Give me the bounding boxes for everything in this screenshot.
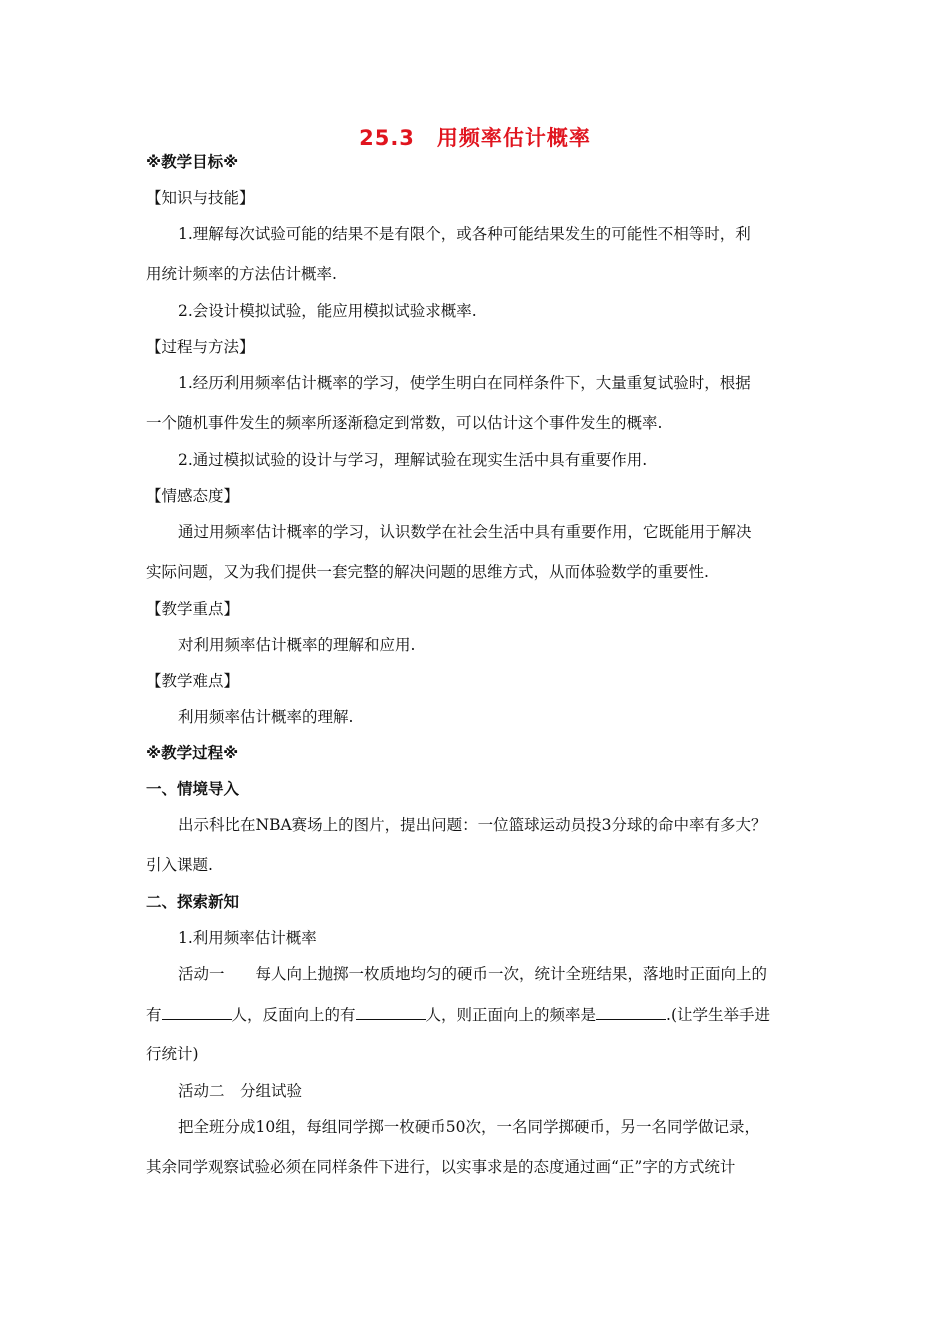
- knowledge-item-1-line-2: 用统计频率的方法估计概率.: [146, 265, 337, 283]
- teaching-process-heading: ※教学过程※: [146, 744, 239, 762]
- process-heading: 【过程与方法】: [146, 338, 255, 356]
- focus-text: 对利用频率估计概率的理解和应用.: [178, 636, 416, 654]
- knowledge-heading: 【知识与技能】: [146, 189, 255, 207]
- process-item-1-line-2: 一个随机事件发生的频率所逐渐稳定到常数，可以估计这个事件发生的概率.: [146, 414, 663, 432]
- document-title: 25.3 用频率估计概率: [359, 126, 591, 150]
- intro-line-2: 引入课题.: [146, 856, 213, 874]
- activity-1-text-d: .(让学生举手进: [666, 1006, 771, 1024]
- fill-blank: [596, 1004, 666, 1020]
- emotion-line-1: 通过用频率估计概率的学习，认识数学在社会生活中具有重要作用，它既能用于解决: [178, 523, 752, 541]
- process-item-2: 2.通过模拟试验的设计与学习，理解试验在现实生活中具有重要作用.: [178, 451, 648, 469]
- activity-1-text-a: 有: [146, 1006, 162, 1024]
- activity-1-line-1: 活动一 每人向上抛掷一枚质地均匀的硬币一次，统计全班结果，落地时正面向上的: [178, 965, 768, 983]
- explore-item-1: 1.利用频率估计概率: [178, 929, 317, 947]
- fill-blank: [162, 1004, 232, 1020]
- activity-1-line-2: [146, 1004, 770, 1025]
- focus-heading: 【教学重点】: [146, 600, 240, 618]
- intro-line-1: 出示科比在NBA赛场上的图片，提出问题：一位篮球运动员投3分球的命中率有多大？: [178, 816, 767, 834]
- activity-2-heading: 活动二 分组试验: [178, 1082, 303, 1100]
- activity-1-text-b: 人，反面向上的有: [231, 1006, 356, 1024]
- fill-blank: [356, 1004, 426, 1020]
- emotion-heading: 【情感态度】: [146, 487, 240, 505]
- emotion-line-2: 实际问题，又为我们提供一套完整的解决问题的思维方式，从而体验数学的重要性.: [146, 563, 709, 581]
- activity-2-line-2: 其余同学观察试验必须在同样条件下进行，以实事求是的态度通过画“正”字的方式统计: [146, 1158, 736, 1176]
- process-item-1-line-1: 1.经历利用频率估计概率的学习，使学生明白在同样条件下，大量重复试验时，根据: [178, 374, 751, 392]
- difficulty-text: 利用频率估计概率的理解.: [178, 708, 354, 726]
- explore-heading: 二、探索新知: [146, 893, 240, 911]
- difficulty-heading: 【教学难点】: [146, 672, 240, 690]
- intro-heading: 一、情境导入: [146, 780, 240, 798]
- knowledge-item-2: 2.会设计模拟试验，能应用模拟试验求概率.: [178, 302, 477, 320]
- knowledge-item-1-line-1: 1.理解每次试验可能的结果不是有限个，或各种可能结果发生的可能性不相等时，利: [178, 225, 751, 243]
- activity-1-line-3: 行统计): [146, 1045, 199, 1063]
- activity-2-line-1: 把全班分成10组，每组同学掷一枚硬币50次，一名同学掷硬币，另一名同学做记录，: [178, 1118, 760, 1136]
- activity-1-text-c: 人，则正面向上的频率是: [425, 1006, 597, 1024]
- goals-heading: ※教学目标※: [146, 153, 239, 171]
